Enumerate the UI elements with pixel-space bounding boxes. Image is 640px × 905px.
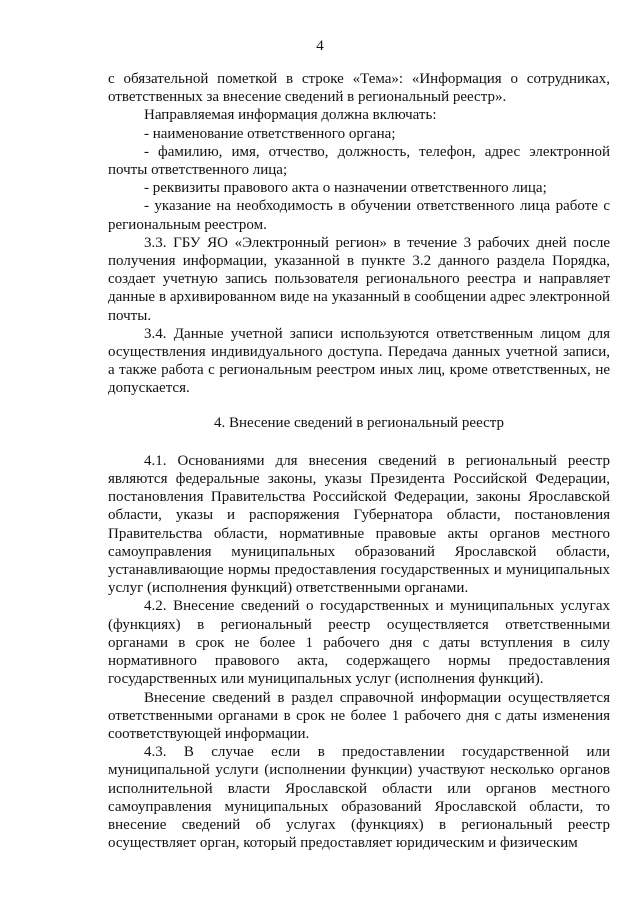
- document-body: [108, 70, 610, 852]
- paragraph-continuation: с обязательной пометкой в строке «Тема»: «Информация о сотрудниках, ответственных за внесение сведений в региональный реестр».: [108, 71, 610, 106]
- paragraph-info-intro: Направляемая информация должна включать:: [144, 107, 437, 124]
- list-item-training-need: - указание на необходимость в обучении ответственного лица работе с региональным реестром.: [108, 198, 610, 233]
- paragraph-reference-info: Внесение сведений в раздел справочной информации осуществляется ответственными органами в срок не более 1 рабочего дня с даты изменения соответствующей информации.: [108, 689, 610, 742]
- paragraph-3-4: 3.4. Данные учетной записи используются ответственным лицом для осуществления индивидуального доступа. Передача данных учетной записи, а также работа с региональным реестром иных лиц, кроме ответственных, не допускается.: [108, 325, 610, 397]
- paragraph-4-3: 4.3. В случае если в предоставлении государственной или муниципальной услуги (исполнении функции) участвуют несколько органов исполнительной власти Ярославской области или органов местного самоуправления муниципальных образований Ярославской области, то внесение сведений об услугах (функциях) в региональный реестр осуществляет орган, который предоставляет юридическим и физическим: [108, 744, 610, 852]
- paragraph-3-3: 3.3. ГБУ ЯО «Электронный регион» в течение 3 рабочих дней после получения информации, указанной в пункте 3.2 данного раздела Порядка, создает учетную запись пользователя регионального реестра и направляет данные в архивированном виде на указанный в сообщении адрес электронной почты.: [108, 234, 610, 324]
- list-item-legal-act: - реквизиты правового акта о назначении ответственного лица;: [144, 180, 547, 197]
- page-number: 4: [316, 38, 324, 54]
- list-item-person-details: - фамилию, имя, отчество, должность, телефон, адрес электронной почты ответственного лица;: [108, 143, 610, 179]
- list-item-organ-name: - наименование ответственного органа;: [144, 125, 396, 142]
- paragraph-4-2: 4.2. Внесение сведений о государственных и муниципальных услугах (функциях) в региональный реестр осуществляется ответственными органами в срок не более 1 рабочего дня с даты вступления в силу нормативного правового акта, содержащего нормы предоставления государственных или муниципальных услуг (исполнения функций).: [108, 598, 610, 688]
- paragraph-4-1: 4.1. Основаниями для внесения сведений в региональный реестр являются федеральные законы, указы Президента Российской Федерации, постановления Правительства Российской Федерации, законы Ярославской области, указы и распоряжения Губернатора области, постановления Правительства области, нормативные правовые акты органов местного самоуправления муниципальных образований Ярославской области, устанавливающие нормы предоставления государственных и муниципальных услуг (исполнения функций) ответственными органами.: [108, 452, 610, 597]
- section-heading: 4. Внесение сведений в региональный реестр: [213, 414, 505, 431]
